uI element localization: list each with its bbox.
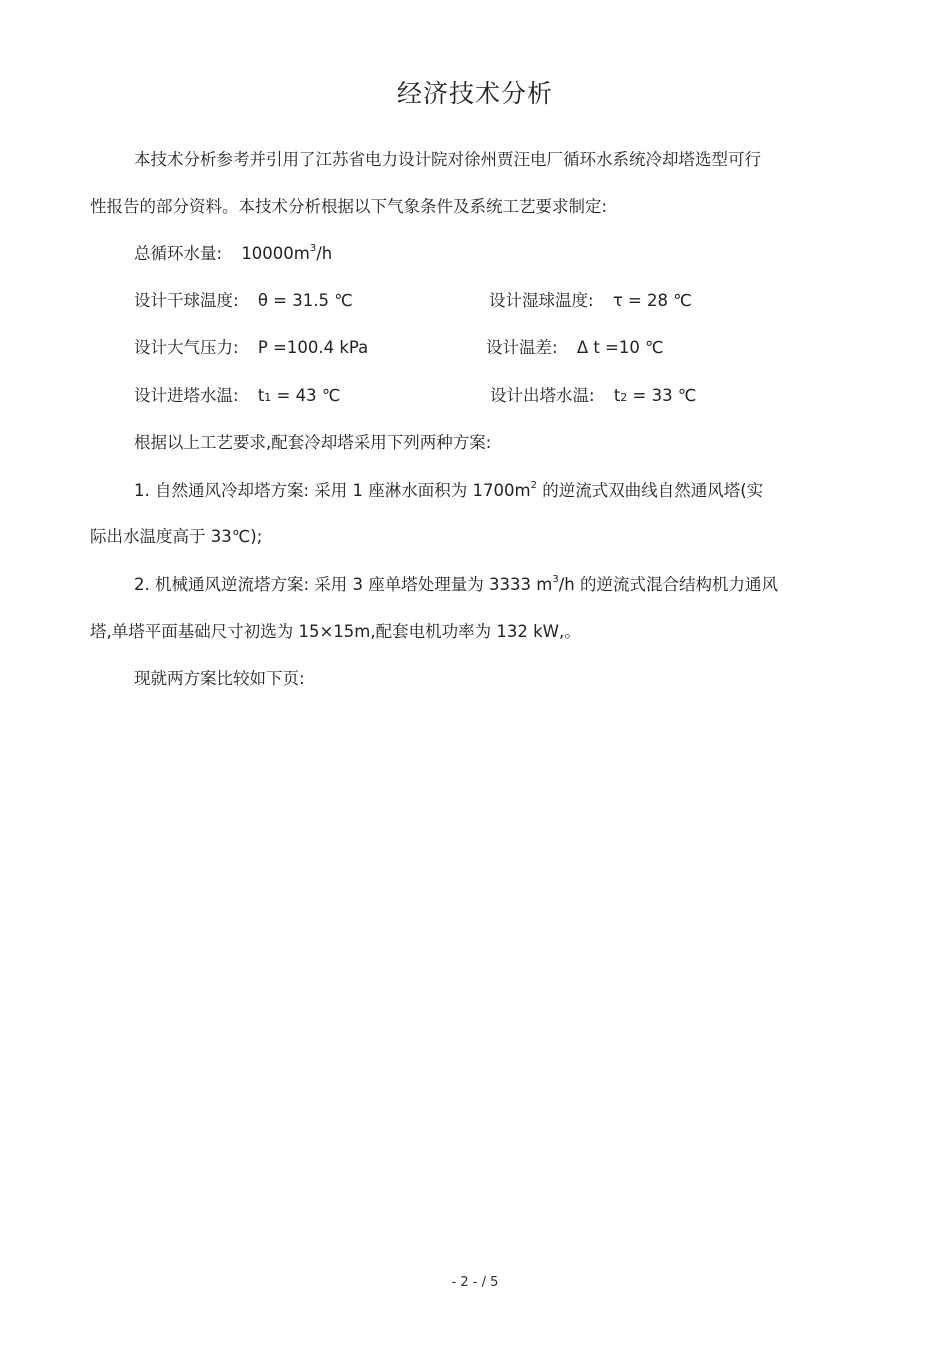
flow-label: 总循环水量: [134, 244, 223, 263]
inlet-temp-row [134, 382, 340, 406]
option-1-sup: 2 [530, 479, 537, 491]
inlet-temp-sub: 1 [264, 391, 272, 404]
conclusion-line: 现就两方案比较如下页: [134, 669, 305, 688]
outlet-temp-var: t [613, 386, 621, 405]
dry-bulb-label: 设计干球温度: [134, 291, 239, 310]
option-1-line-1 [134, 477, 763, 501]
flow-row [134, 240, 332, 264]
flow-sup: 3 [309, 242, 317, 254]
dry-bulb-row [134, 287, 353, 311]
inlet-temp-value: = 43 ℃ [276, 386, 341, 405]
option-2-line-2: 塔,单塔平面基础尺寸初选为 15×15m,配套电机功率为 132 kW,。 [90, 622, 581, 641]
option-2-text-a: 2. 机械通风逆流塔方案: 采用 3 座单塔处理量为 3333 m [134, 575, 553, 594]
pressure-label: 设计大气压力: [134, 338, 239, 357]
page-title: 经济技术分析 [396, 79, 553, 108]
pressure-row [134, 334, 368, 358]
pressure-value: P =100.4 kPa [257, 338, 369, 357]
flow-value: 10000m [241, 244, 310, 263]
flow-unit: /h [316, 244, 333, 263]
intro-line-2: 性报告的部分资料。本技术分析根据以下气象条件及系统工艺要求制定: [90, 197, 608, 216]
outlet-temp-row [490, 382, 696, 406]
wet-bulb-value: τ = 28 ℃ [612, 291, 692, 310]
dry-bulb-value: θ = 31.5 ℃ [257, 291, 353, 310]
option-1-text-a: 1. 自然通风冷却塔方案: 采用 1 座淋水面积为 1700m [134, 481, 531, 500]
intro-line-1: 本技术分析参考并引用了江苏省电力设计院对徐州贾汪电厂循环水系统冷却塔选型可行 [134, 150, 761, 169]
temp-diff-value: Δ t =10 ℃ [576, 338, 664, 357]
option-2-text-b: /h 的逆流式混合结构机力通风 [558, 575, 778, 594]
outlet-temp-value: = 33 ℃ [632, 386, 697, 405]
wet-bulb-label: 设计湿球温度: [489, 291, 594, 310]
options-intro: 根据以上工艺要求,配套冷却塔采用下列两种方案: [134, 433, 492, 452]
temp-diff-row [486, 334, 664, 358]
temp-diff-label: 设计温差: [486, 338, 558, 357]
inlet-temp-label: 设计进塔水温: [134, 386, 239, 405]
outlet-temp-sub: 2 [620, 391, 628, 404]
page-number: - 2 - / 5 [451, 1275, 499, 1290]
option-1-line-2: 际出水温度高于 33℃); [90, 527, 263, 546]
option-2-line-1 [134, 571, 778, 595]
option-2-sup: 3 [552, 573, 559, 585]
inlet-temp-var: t [257, 386, 265, 405]
wet-bulb-row [489, 287, 692, 311]
option-1-text-b: 的逆流式双曲线自然通风塔(实 [536, 481, 764, 500]
outlet-temp-label: 设计出塔水温: [490, 386, 595, 405]
